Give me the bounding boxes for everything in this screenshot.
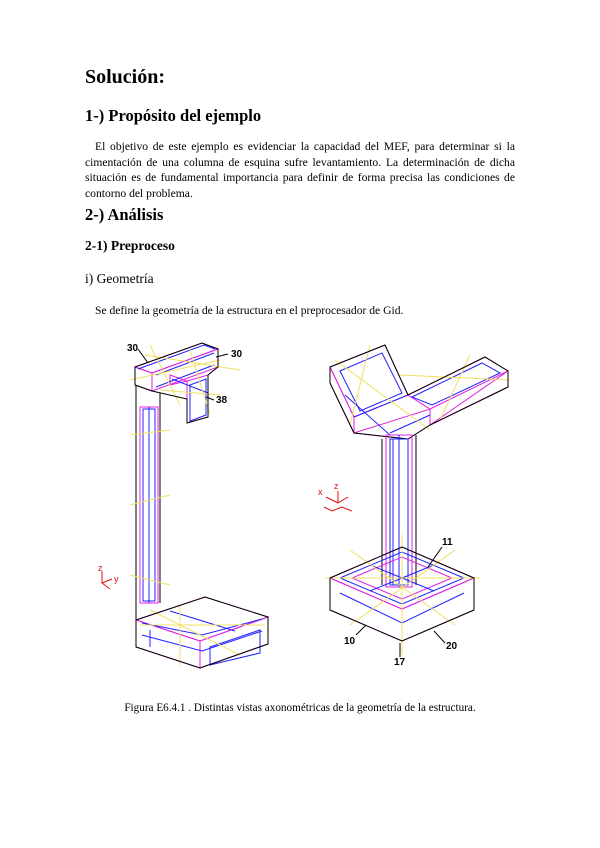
figure-caption: Figura E6.4.1 . Distintas vistas axonométricas de la geometría de la estructura. — [124, 702, 476, 714]
geometry-figure — [90, 335, 510, 680]
left-label-3: 38 — [216, 395, 228, 406]
right-axis-x: x — [318, 487, 323, 497]
left-axonometric-view — [102, 343, 268, 668]
section-2-title: 2-) Análisis — [85, 205, 164, 224]
left-label-2: 30 — [231, 349, 243, 360]
right-axis-z: z — [334, 481, 339, 491]
right-axonometric-view — [324, 345, 510, 657]
subsubsection-geometria-title: i) Geometría — [85, 271, 154, 286]
subsection-preproceso-title: 2-1) Preproceso — [85, 238, 175, 253]
solution-heading: Solución: — [85, 66, 166, 88]
right-label-10: 10 — [344, 636, 356, 647]
section-1-title: 1-) Propósito del ejemplo — [85, 106, 262, 125]
left-axis-z: z — [98, 563, 103, 573]
right-label-17: 17 — [394, 657, 406, 668]
geometry-paragraph: Se define la geometría de la estructura en el preprocesador de Gid. — [95, 304, 404, 317]
left-label-1: 30 — [127, 343, 139, 354]
left-axis-y: y — [114, 574, 119, 584]
right-label-11: 11 — [442, 537, 453, 548]
right-label-20: 20 — [446, 641, 458, 652]
section-1-paragraph: El objetivo de este ejemplo es evidenciar la capacidad del MEF, para determinar si la cimentación de una columna de esquina sufre levantamiento. La determinación de dicha situación es de fundamental importancia para definir de forma precisa las condiciones de contorno del problema. — [85, 140, 515, 200]
